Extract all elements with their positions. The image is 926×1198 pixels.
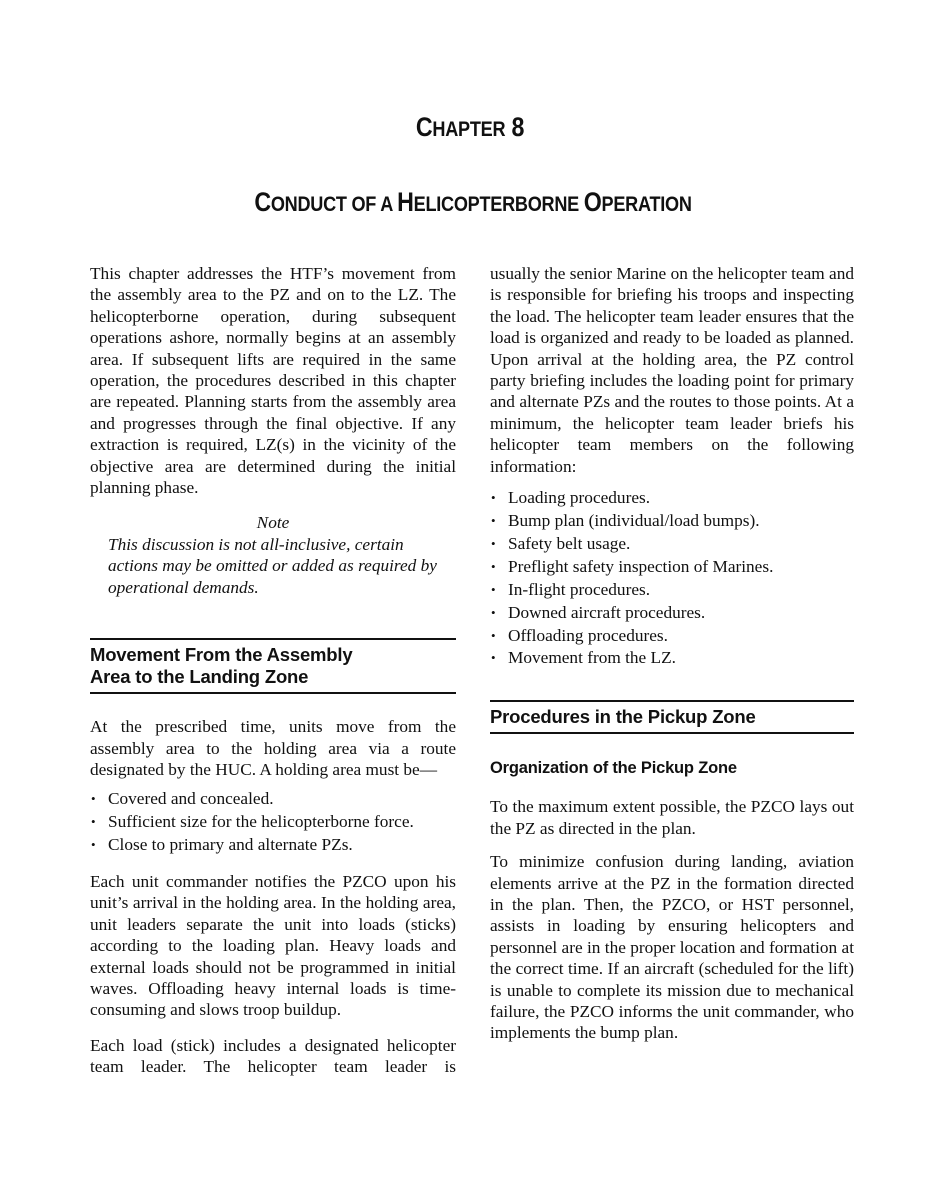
load-paragraph: Each load (stick) includes a designated helicopter team leader. The helicopter team leader is: [90, 1035, 456, 1077]
list-item-text: Covered and concealed.: [108, 789, 274, 809]
bullet-icon: •: [491, 604, 496, 620]
intro-paragraph: This chapter addresses the HTF’s movement from the assembly area to the PZ and on to the LZ. The helicopterborne operation, during subsequent operations ashore, normally begins at an assembly area. If subsequent lifts are required in the same operation, the procedures described in this chapter are repeated. Planning starts from the assembly area and progresses through the final objective. If any extraction is required, LZ(s) in the vicinity of the objective area are determined during the initial planning phase.: [90, 264, 456, 498]
list-item-text: Sufficient size for the helicopterborne force.: [108, 812, 414, 832]
bullet-icon: •: [91, 837, 96, 853]
right-column: [490, 263, 854, 1058]
list-item: [490, 510, 854, 533]
chapter-title: [66, 187, 880, 218]
list-item: [490, 533, 854, 556]
section-heading-line: Area to the Landing Zone: [90, 666, 309, 688]
note-label: Note: [256, 513, 290, 533]
list-item: [90, 811, 456, 834]
list-item: [490, 487, 854, 510]
movement-paragraph: At the prescribed time, units move from the assembly area to the holding area via a route designated by the HUC. A holding area must be—: [90, 717, 456, 779]
title-smallcaps: ONDUCT OF A: [270, 193, 398, 216]
list-item-text: Preflight safety inspection of Marines.: [508, 556, 774, 576]
section-heading-line: Movement From the Assembly: [90, 644, 353, 666]
title-smallcaps: ELICOPTERBORNE: [413, 193, 584, 216]
bullet-icon: •: [91, 791, 96, 807]
list-item-text: Downed aircraft procedures.: [508, 602, 706, 622]
list-item: [490, 579, 854, 602]
list-item-text: Offloading procedures.: [508, 625, 668, 645]
title-initial: C: [254, 187, 271, 217]
title-smallcaps: PERATION: [601, 193, 692, 216]
title-initial: O: [583, 187, 602, 217]
bullet-icon: •: [491, 627, 496, 643]
briefing-topics-list: [490, 487, 854, 670]
list-item-text: Bump plan (individual/load bumps).: [508, 510, 760, 530]
chapter-number-initial: C: [415, 112, 433, 142]
list-item: [490, 556, 854, 579]
list-item-text: Movement from the LZ.: [508, 648, 676, 668]
chapter-number: [66, 112, 874, 143]
pz-layout-paragraph: To the maximum extent possible, the PZCO lays out the PZ as directed in the plan.: [490, 797, 854, 838]
bullet-icon: •: [491, 558, 496, 574]
section-heading-movement: [90, 638, 456, 694]
list-item: [490, 602, 854, 625]
list-item-text: Safety belt usage.: [508, 533, 631, 553]
team-leader-paragraph: usually the senior Marine on the helicopter team and is responsible for briefing his troops and inspecting the load. The helicopter team leader ensures that the load is organized and ready to be loaded as planned. Upon arrival at the holding area, the PZ control party briefing includes the loading point for primary and alternate PZs and the routes to those points. At a minimum, the helicopter team leader briefs his helicopter team members on the following information:: [490, 264, 854, 476]
holding-area-paragraph: Each unit commander notifies the PZCO upon his unit’s arrival in the holding area. In the holding area, unit leaders separate the unit into loads (sticks) according to the loading plan. Heavy loads and external loads should not be programmed in initial waves. Offloading heavy internal loads is time-consuming and slows troop buildup.: [90, 872, 456, 1020]
list-item-text: Close to primary and alternate PZs.: [108, 835, 353, 855]
pz-landing-paragraph: To minimize confusion during landing, aviation elements arrive at the PZ in the formation directed in the plan. Then, the PZCO, or HST personnel, assists in loading by ensuring helicopters and personnel are in the proper location and formation at the correct time. If an aircraft (scheduled for the lift) is unable to complete its mission due to mechanical failure, the PZCO informs the unit commander, who implements the bump plan.: [490, 852, 854, 1043]
list-item-text: In-flight procedures.: [508, 579, 651, 599]
list-item: [490, 625, 854, 648]
list-item: [490, 647, 854, 670]
note-body: This discussion is not all-inclusive, certain actions may be omitted or added as required by operational demands.: [108, 534, 437, 597]
title-initial: H: [397, 187, 414, 217]
bullet-icon: •: [491, 581, 496, 597]
chapter-number-smallcaps: HAPTER: [432, 118, 506, 141]
list-item: [90, 788, 456, 811]
bullet-icon: •: [91, 814, 96, 830]
holding-area-requirements-list: [90, 788, 456, 857]
bullet-icon: •: [491, 512, 496, 528]
chapter-number-value: 8: [511, 112, 525, 142]
left-column: [90, 263, 456, 1092]
bullet-icon: •: [491, 650, 496, 666]
subsection-heading-organization: Organization of the Pickup Zone: [490, 759, 737, 778]
bullet-icon: •: [491, 490, 496, 506]
list-item: [90, 834, 456, 857]
list-item-text: Loading procedures.: [508, 488, 651, 508]
bullet-icon: •: [491, 535, 496, 551]
section-heading-pickup-zone: Procedures in the Pickup Zone: [490, 700, 854, 734]
